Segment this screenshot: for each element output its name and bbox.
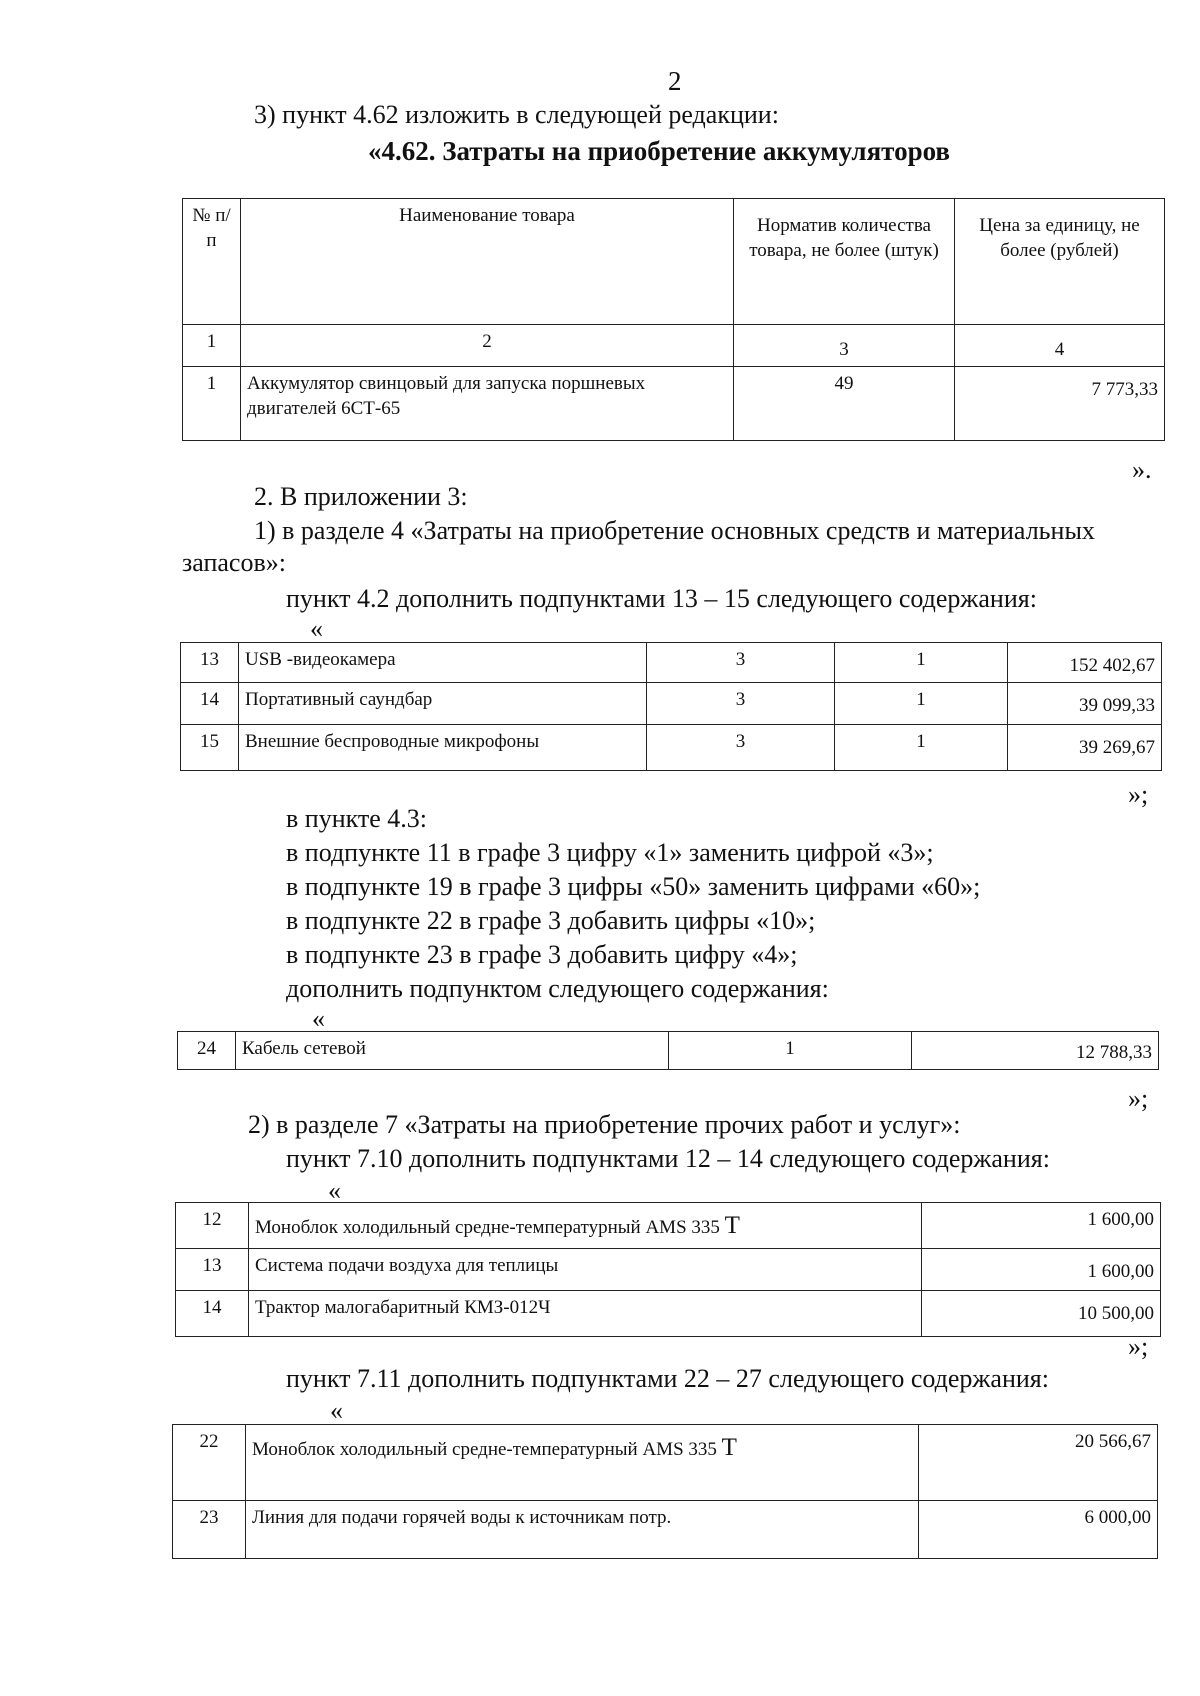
paragraph-4-2: пункт 4.2 дополнить подпунктами 13 – 15 следующего содержания: <box>286 584 1037 613</box>
item3-intro: 3) пункт 4.62 изложить в следующей редакции: <box>254 100 779 129</box>
table-4-3 <box>177 1031 1159 1070</box>
section2-title: 2. В приложении 3: <box>254 482 468 511</box>
table-row <box>181 725 1162 771</box>
row-col4: 1 <box>835 683 1008 725</box>
header-qty: Норматив количества товара, не более (штук) <box>734 199 955 325</box>
open-quote: « <box>330 1396 343 1425</box>
row-price: 1 600,00 <box>922 1249 1161 1291</box>
row-name: Система подачи воздуха для теплицы <box>249 1249 922 1291</box>
header-price: Цена за единицу, не более (рублей) <box>955 199 1165 325</box>
row-num: 14 <box>181 683 239 725</box>
row-price: 10 500,00 <box>922 1291 1161 1337</box>
table-row <box>181 643 1162 683</box>
row-name: Портативный саундбар <box>239 683 647 725</box>
row-num: 23 <box>173 1501 246 1559</box>
p43-line: в подпункте 11 в графе 3 цифру «1» заменить цифрой «3»; <box>286 838 934 867</box>
row-qty: 1 <box>669 1032 912 1070</box>
open-quote: « <box>310 614 323 643</box>
row-price: 20 566,67 <box>919 1425 1158 1501</box>
p43-line: в подпункте 23 в графе 3 добавить цифру «4»; <box>286 940 798 969</box>
row-col4: 1 <box>835 643 1008 683</box>
row-name: USB -видеокамера <box>239 643 647 683</box>
row-qty: 49 <box>734 367 955 441</box>
table-row <box>183 367 1165 441</box>
row-num: 1 <box>183 367 241 441</box>
row-num: 12 <box>176 1203 249 1249</box>
row-col3: 3 <box>647 643 835 683</box>
close-quote: »; <box>1128 1332 1149 1361</box>
close-quote: ». <box>1132 455 1152 484</box>
table-row <box>178 1032 1159 1070</box>
row-price: 7 773,33 <box>955 367 1165 441</box>
open-quote: « <box>312 1004 325 1033</box>
table-row <box>176 1203 1161 1249</box>
table-row <box>173 1501 1158 1559</box>
row-price: 39 269,67 <box>1008 725 1162 771</box>
table-row <box>176 1291 1161 1337</box>
row-name: Внешние беспроводные микрофоны <box>239 725 647 771</box>
row-price: 1 600,00 <box>922 1203 1161 1249</box>
row-col3: 3 <box>647 683 835 725</box>
page-number: 2 <box>668 66 682 96</box>
row-name: Линия для подачи горячей воды к источникам потр. <box>246 1501 919 1559</box>
close-quote: »; <box>1128 780 1149 809</box>
paragraph-7-10: пункт 7.10 дополнить подпунктами 12 – 14 следующего содержания: <box>286 1144 1050 1173</box>
col-number: 4 <box>955 325 1165 367</box>
row-num: 22 <box>173 1425 246 1501</box>
row-name: Трактор малогабаритный КМЗ-012Ч <box>249 1291 922 1337</box>
row-name: Моноблок холодильный средне-температурный AMS 335 T <box>249 1203 922 1249</box>
row-col4: 1 <box>835 725 1008 771</box>
row-price: 6 000,00 <box>919 1501 1158 1559</box>
section2-item2: 2) в разделе 7 «Затраты на приобретение прочих работ и услуг»: <box>248 1110 961 1139</box>
open-quote: « <box>328 1176 341 1205</box>
p43-line: в подпункте 22 в графе 3 добавить цифры «10»; <box>286 906 816 935</box>
col-number: 2 <box>241 325 734 367</box>
row-price: 12 788,33 <box>912 1032 1159 1070</box>
row-num: 14 <box>176 1291 249 1337</box>
row-col3: 3 <box>647 725 835 771</box>
col-number: 3 <box>734 325 955 367</box>
header-num: № п/п <box>183 199 241 325</box>
section2-item1-line2: запасов»: <box>182 548 286 577</box>
section2-item1-line1: 1) в разделе 4 «Затраты на приобретение основных средств и материальных <box>254 516 1095 545</box>
table-row <box>181 683 1162 725</box>
row-name: Аккумулятор свинцовый для запуска поршневых двигателей 6СТ-65 <box>241 367 734 441</box>
table-7-11 <box>172 1424 1158 1559</box>
close-quote: »; <box>1128 1084 1149 1113</box>
row-num: 15 <box>181 725 239 771</box>
table-4-62 <box>182 198 1165 441</box>
paragraph-7-11: пункт 7.11 дополнить подпунктами 22 – 27 следующего содержания: <box>286 1364 1049 1393</box>
row-num: 13 <box>176 1249 249 1291</box>
table-7-10 <box>175 1202 1161 1337</box>
p43-line: в пункте 4.3: <box>286 804 428 833</box>
row-price: 39 099,33 <box>1008 683 1162 725</box>
table-4-2 <box>180 642 1162 771</box>
p43-line: дополнить подпунктом следующего содержания: <box>286 974 829 1003</box>
row-num: 24 <box>178 1032 236 1070</box>
table-row <box>173 1425 1158 1501</box>
col-number: 1 <box>183 325 241 367</box>
section-heading: «4.62. Затраты на приобретение аккумуляторов <box>368 136 951 166</box>
row-name: Моноблок холодильный средне-температурный AMS 335 T <box>246 1425 919 1501</box>
header-name: Наименование товара <box>241 199 734 325</box>
row-num: 13 <box>181 643 239 683</box>
p43-line: в подпункте 19 в графе 3 цифры «50» заменить цифрами «60»; <box>286 872 981 901</box>
row-price: 152 402,67 <box>1008 643 1162 683</box>
table-row <box>176 1249 1161 1291</box>
row-name: Кабель сетевой <box>236 1032 669 1070</box>
